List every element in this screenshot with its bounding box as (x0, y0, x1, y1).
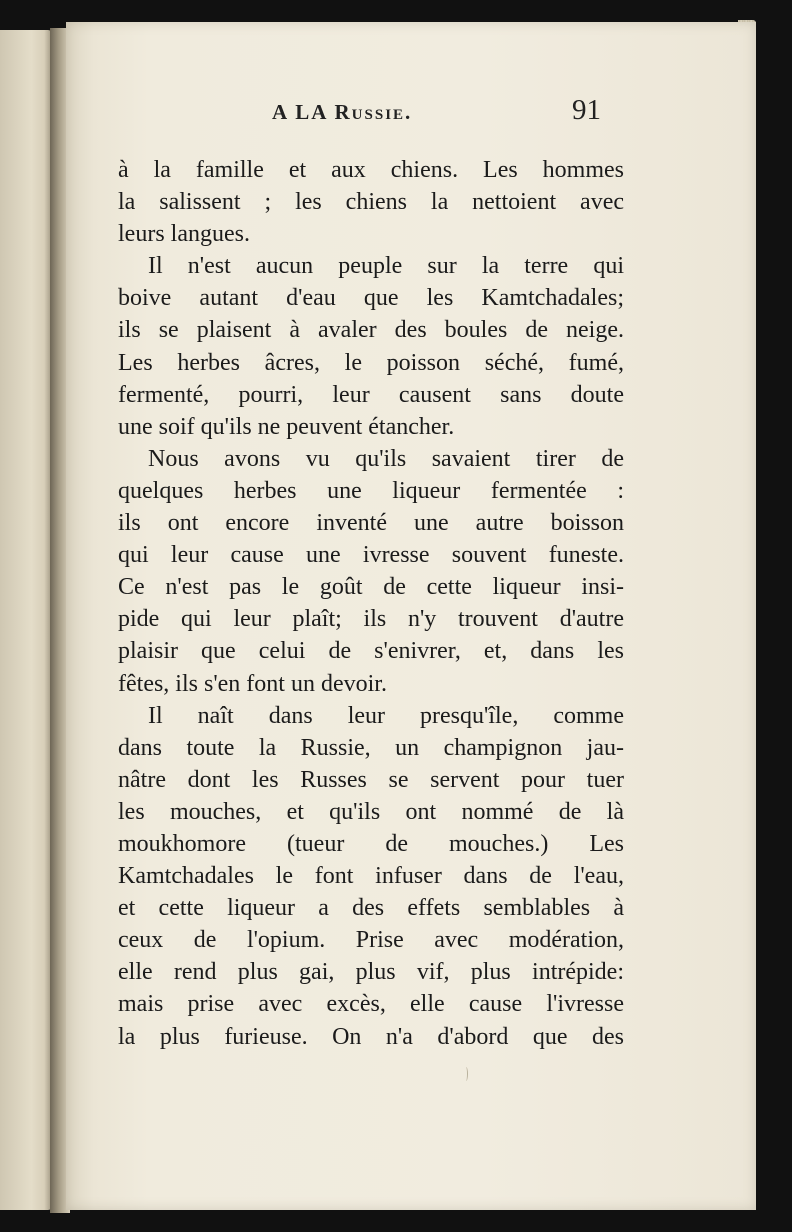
text-line: quelques herbes une liqueur fermentée : (118, 477, 624, 504)
paper-blemish (464, 1067, 468, 1081)
text-line: à la famille et aux chiens. Les hommes (118, 157, 624, 183)
text-line: et cette liqueur a des effets semblables à (118, 895, 624, 922)
text-line: mais prise avec excès, elle cause l'ivresse (118, 991, 624, 1018)
text-line: plaisir que celui de s'enivrer, et, dans les (118, 638, 624, 665)
running-head: A LA Russie. (272, 100, 413, 124)
text-line: Nous avons vu qu'ils savaient tirer de (148, 445, 624, 472)
text-line: Il n'est aucun peuple sur la terre qui (148, 253, 624, 280)
page-header (66, 94, 756, 140)
text-line: dans toute la Russie, un champignon jau- (118, 734, 624, 761)
text-line: Ce n'est pas le goût de cette liqueur insi- (118, 574, 624, 601)
text-line: ceux de l'opium. Prise avec modération, (118, 927, 624, 954)
text-line: ils ont encore inventé une autre boisson (118, 510, 624, 537)
text-line: moukhomore (tueur de mouches.) Les (118, 830, 624, 857)
text-line: nâtre dont les Russes se servent pour tuer (118, 766, 624, 793)
text-line: fermenté, pourri, leur causent sans doute (118, 381, 624, 408)
text-line: leurs langues. (118, 221, 250, 248)
left-facing-page-edge (0, 30, 52, 1210)
text-line: les mouches, et qu'ils ont nommé de là (118, 798, 624, 825)
page-number: 91 (572, 94, 601, 126)
text-line: Kamtchadales le font infuser dans de l'eau, (118, 863, 624, 890)
text-line: une soif qu'ils ne peuvent étancher. (118, 413, 455, 440)
text-line: Les herbes âcres, le poisson séché, fumé, (118, 349, 624, 376)
text-line: fêtes, ils s'en font un devoir. (118, 670, 387, 697)
text-line: la plus furieuse. On n'a d'abord que des (118, 1023, 624, 1050)
book-page (66, 22, 756, 1210)
text-line: ils se plaisent à avaler des boules de neige. (118, 317, 624, 344)
text-line: pide qui leur plaît; ils n'y trouvent d'autre (118, 606, 624, 633)
text-line: qui leur cause une ivresse souvent funeste. (118, 542, 624, 569)
text-line: elle rend plus gai, plus vif, plus intrépide: (118, 959, 624, 986)
text-line: la salissent ; les chiens la nettoient avec (118, 189, 624, 216)
text-line: boive autant d'eau que les Kamtchadales; (118, 285, 624, 312)
text-line: Il naît dans leur presqu'île, comme (148, 702, 624, 729)
body-text (118, 154, 624, 1053)
